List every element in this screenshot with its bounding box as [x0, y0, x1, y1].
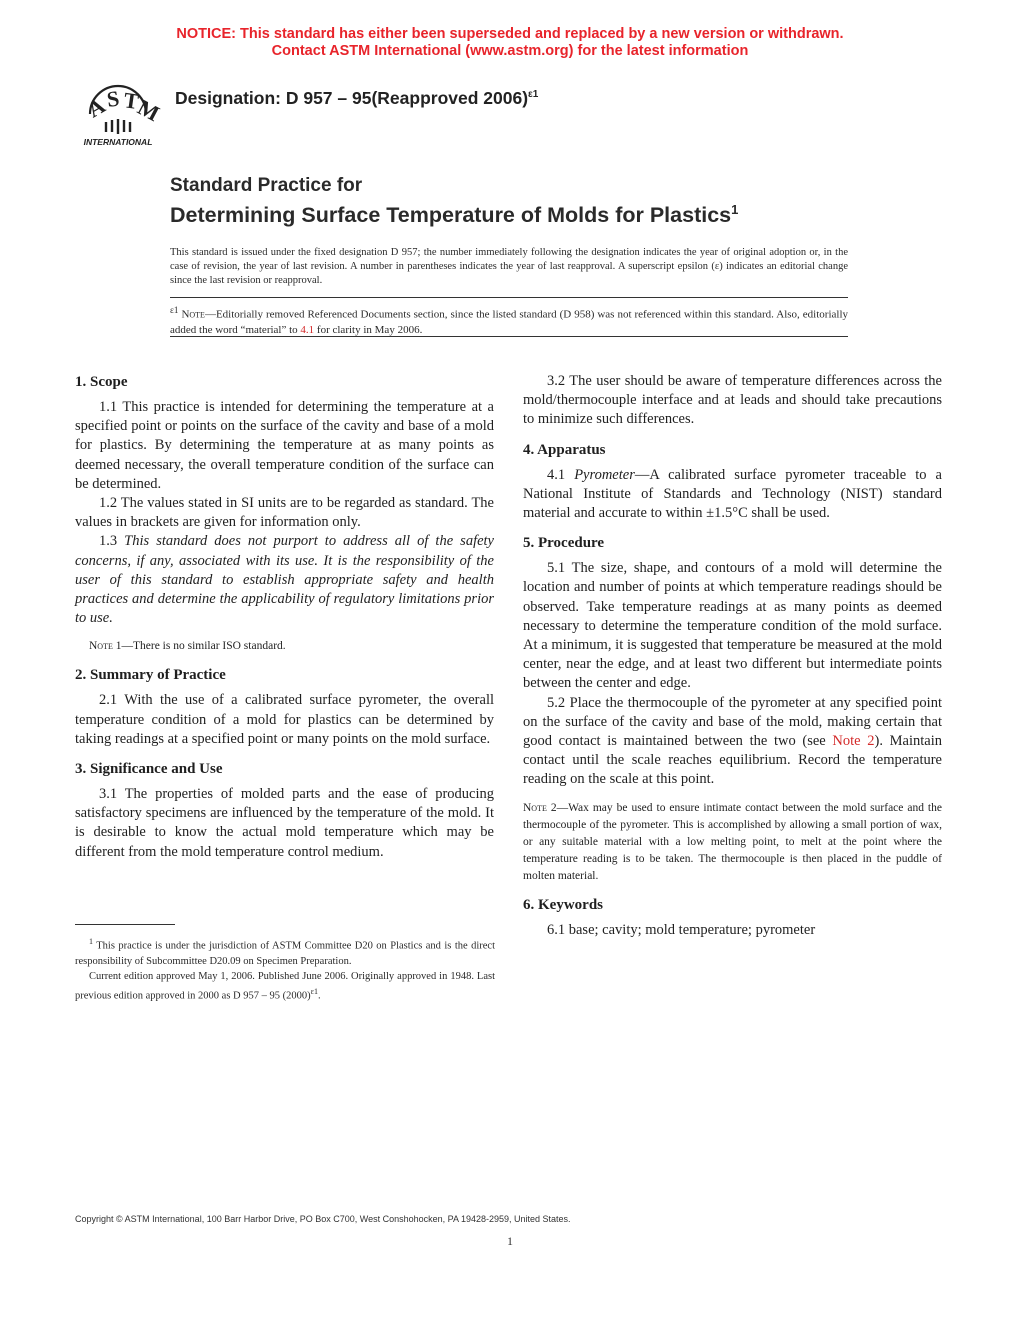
right-column [523, 372, 942, 950]
footnote-2-epsilon: ε1 [310, 986, 318, 996]
epsilon-note [170, 303, 848, 338]
para-1-3-num: 1.3 [99, 533, 125, 550]
para-5-2 [523, 694, 942, 790]
epsilon-mark: ε1 [170, 305, 179, 315]
title-line-1: Standard Practice for [170, 175, 363, 196]
issued-statement: This standard is issued under the fixed designation D 957; the number immediately following the designation indicates the year of original adoption or, in the case of revision, the year of last revision. A number in parentheses indicates the year of last reapproval. A superscript epsilon (ε) indicates an editorial change since the last revision or reapproval. [170, 247, 848, 286]
heading-significance: 3. Significance and Use [75, 761, 223, 778]
para-1-3 [75, 532, 494, 628]
heading-scope: 1. Scope [75, 374, 128, 390]
title-footnote-mark: 1 [731, 202, 739, 217]
para-1-2: 1.2 The values stated in SI units are to be regarded as standard. The values in brackets are given for information only. [75, 495, 494, 531]
footnote-2-end: . [318, 990, 321, 1001]
section-apparatus [523, 440, 942, 524]
para-5-1: 5.1 The size, shape, and contours of a mold will determine the location and number of points at which temperature readings should be observed. Take temperature readings at as many points as deemed necessary to determine the temperature condition of the mold surface. At a minimum, it is suggested that temperature be measured at the mold center, near the edge, and at least two different but intermediate points between the center and edge. [523, 560, 942, 692]
designation-epsilon: ε1 [528, 89, 539, 101]
logo-subtext: INTERNATIONAL [83, 137, 153, 147]
svg-text:T: T [122, 87, 141, 114]
svg-text:A: A [83, 92, 110, 123]
designation-label: Designation: D 957 – 95(Reapproved 2006) [175, 88, 529, 108]
document-title [170, 174, 870, 228]
epsilon-note-text-a: —Editorially removed Referenced Documents section, since the listed standard (D 958) was not referenced within this standard. Also, editorially added the word “material” to [170, 308, 848, 336]
para-4-1-num: 4.1 [547, 466, 575, 483]
section-procedure [523, 533, 942, 884]
para-6-1: 6.1 base; cavity; mold temperature; pyrometer [547, 921, 816, 938]
astm-logo-icon [76, 74, 164, 148]
notice-line-1: NOTICE: This standard has either been superseded and replaced by a new version or withdrawn. [176, 26, 844, 42]
link-4-1[interactable]: 4.1 [300, 323, 315, 336]
note-2-label: Note [523, 801, 547, 814]
epsilon-note-label: Note [181, 308, 205, 321]
para-1-1: 1.1 This practice is intended for determining the temperature at a specified point or points on the surface of the cavity and base of a mold for plastics. By determining the temperature at as many points as deemed necessary, the overall temperature condition of the surface can be determined. [75, 399, 494, 492]
divider-top [170, 297, 848, 298]
svg-text:M: M [133, 94, 164, 127]
heading-summary: 2. Summary of Practice [75, 667, 226, 684]
left-column [75, 372, 494, 872]
footnotes [75, 934, 495, 1003]
para-5-2-text-a: 5.2 Place the thermocouple of the pyrometer at any specified point on the surface of the cavity and base of the mold, making certain that good contact is maintained between the two (see [523, 694, 942, 750]
footnote-1 [75, 934, 495, 969]
title-main: Determining Surface Temperature of Molds for Plastics [170, 203, 732, 228]
footnote-mark: 1 [89, 937, 93, 946]
footnote-2-text: Current edition approved May 1, 2006. Published June 2006. Originally approved in 1948. Last previous edition approved in 2000 as D 957 – 95 (2000) [75, 970, 495, 1001]
section-keywords [523, 895, 942, 940]
para-4-1-term: Pyrometer [574, 466, 635, 483]
note-1-text: 1—There is no similar ISO standard. [112, 640, 286, 653]
page-number: 1 [507, 1234, 513, 1248]
para-1-3-text: This standard does not purport to address all of the safety concerns, if any, associated with its use. It is the responsibility of the user of this standard to establish appropriate safety and health practices and determine the applicability of regulatory limitations prior to use. [75, 533, 494, 627]
para-4-1-text: —A calibrated surface pyrometer traceable to a National Institute of Standards and Technology (NIST) standard material and accurate to within ±1.5°C shall be used. [523, 466, 942, 522]
title-line-2 [170, 197, 870, 228]
para-3-1: 3.1 The properties of molded parts and the ease of producing satisfactory specimens are influenced by the temperature of the mold. It is desirable to know the actual mold temperature which may be different from the mold temperature control medium. [75, 786, 494, 860]
section-summary [75, 665, 494, 749]
heading-procedure: 5. Procedure [523, 535, 605, 552]
link-note-2[interactable]: Note 2 [832, 733, 875, 750]
note-2-text: 2—Wax may be used to ensure intimate contact between the mold surface and the thermocouple of the pyrometer. This is accomplished by allowing a small portion of wax, or any suitable material with a low melting point, to melt at the point where the temperature reading is to be taken. The thermocouple is then placed in the puddle of molten material. [523, 801, 942, 882]
copyright: Copyright © ASTM International, 100 Barr Harbor Drive, PO Box C700, West Conshohocken, PA 19428-2959, United States. [75, 1214, 571, 1224]
para-5-2-text-b: ). Maintain contact until the scale reaches equilibrium. Record the temperature reading on the scale at this point. [523, 733, 943, 788]
note-2 [523, 800, 942, 885]
designation [175, 88, 538, 109]
footnote-divider [75, 924, 175, 925]
divider-bottom [170, 336, 848, 337]
notice-line-2: Contact ASTM International (www.astm.org) for the latest information [271, 43, 749, 59]
section-scope [75, 372, 494, 655]
svg-text:S: S [105, 85, 121, 112]
section-significance [75, 759, 494, 862]
para-3-2: 3.2 The user should be aware of temperature differences across the mold/thermocouple interface and at leads and should take precautions to minimize such differences. [523, 373, 942, 428]
note-1 [75, 638, 494, 655]
note-1-label: Note [89, 640, 113, 653]
footnote-1-text: This practice is under the jurisdiction of ASTM Committee D20 on Plastics and is the direct responsibility of Subcommittee D20.09 on Specimen Preparation. [75, 940, 495, 967]
epsilon-note-text-b: for clarity in May 2006. [314, 323, 423, 336]
footnote-2 [75, 969, 495, 1004]
heading-keywords: 6. Keywords [523, 896, 603, 913]
withdrawal-notice [0, 26, 1020, 60]
heading-apparatus: 4. Apparatus [523, 441, 606, 458]
para-2-1: 2.1 With the use of a calibrated surface pyrometer, the overall temperature condition of a mold for plastics can be determined by taking readings at a specified point or many points on the mold surface. [75, 692, 494, 747]
section-significance-cont [523, 372, 942, 430]
para-4-1 [523, 466, 942, 524]
